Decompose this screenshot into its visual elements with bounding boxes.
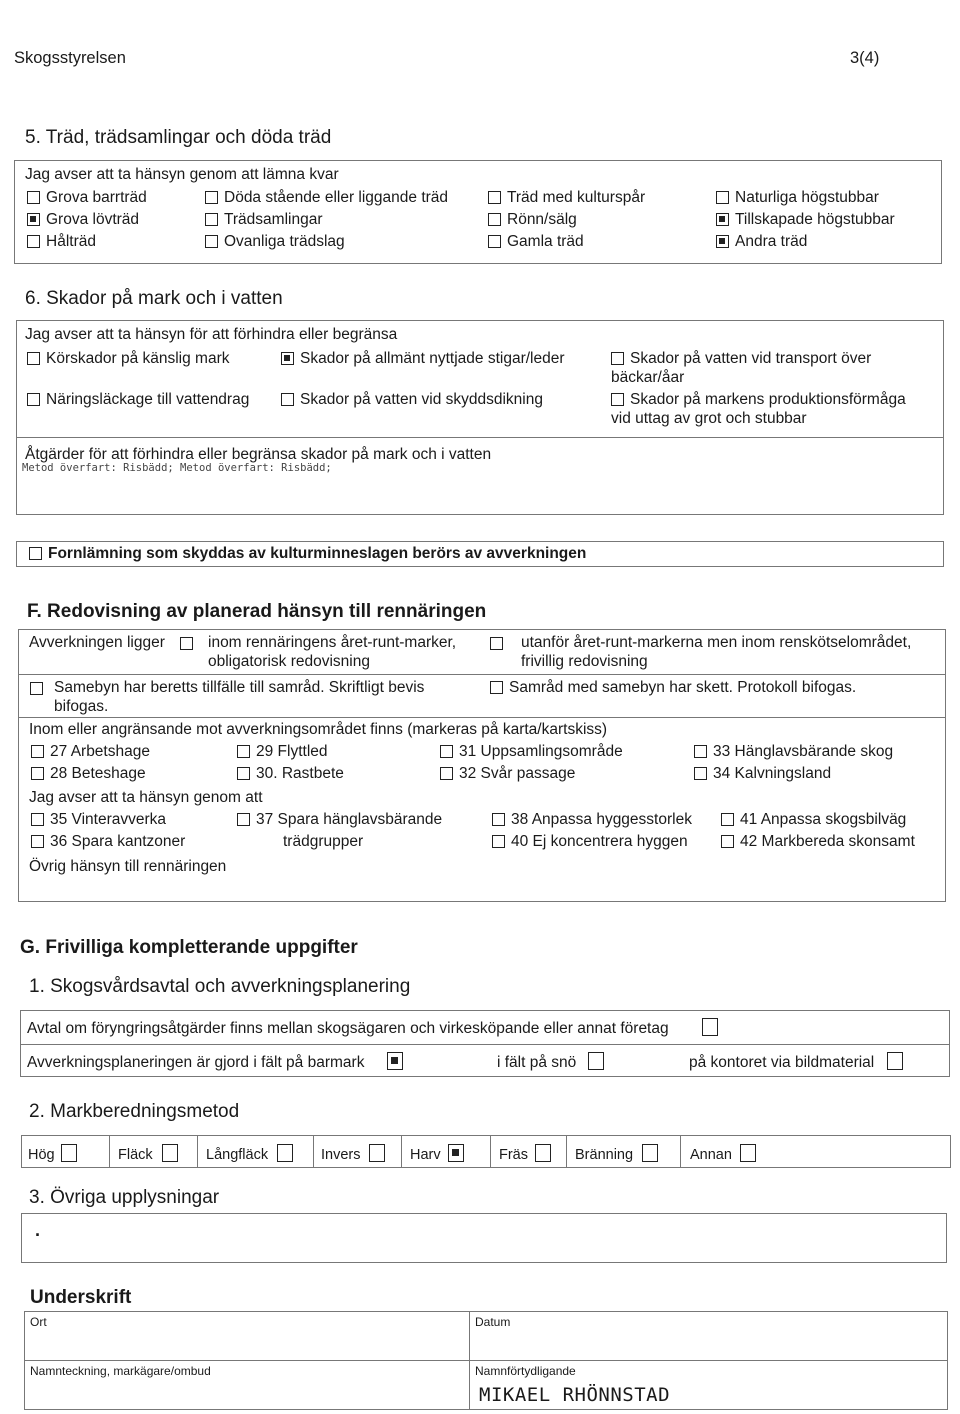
checkbox[interactable] xyxy=(721,835,734,848)
adj-option[interactable]: 32 Svår passage xyxy=(440,765,575,783)
hansyn-option[interactable]: 38 Anpassa hyggesstorlek xyxy=(492,811,692,829)
checkbox-avtal[interactable] xyxy=(702,1018,718,1036)
checkbox[interactable] xyxy=(716,191,729,204)
checkbox-method[interactable] xyxy=(535,1144,551,1162)
namnteckning-label: Namnteckning, markägare/ombud xyxy=(30,1364,211,1378)
divider xyxy=(109,1135,110,1168)
inom-line1: inom rennäringens året-runt-marker, xyxy=(208,634,457,651)
s5-option[interactable]: Träd med kulturspår xyxy=(488,189,645,207)
checkbox[interactable] xyxy=(27,393,40,406)
checkbox[interactable] xyxy=(611,352,624,365)
signature-title: Underskrift xyxy=(30,1287,132,1308)
checkbox[interactable] xyxy=(490,681,503,694)
checkbox[interactable] xyxy=(281,393,294,406)
method-label: Långfläck xyxy=(206,1147,269,1163)
section-f-title: F. Redovisning av planerad hänsyn till rennäringen xyxy=(27,601,487,622)
divider xyxy=(401,1135,402,1168)
checkbox-method[interactable] xyxy=(162,1144,178,1162)
ovrig-hansyn-label: Övrig hänsyn till rennäringen xyxy=(29,858,227,875)
sub1-title: 1. Skogsvårdsavtal och avverkningsplanering xyxy=(29,976,411,997)
hansyn-option-line2: trädgrupper xyxy=(283,833,364,850)
methods-box xyxy=(21,1135,951,1168)
divider xyxy=(197,1135,198,1168)
divider xyxy=(24,1360,948,1361)
checkbox[interactable] xyxy=(281,352,294,365)
hansyn-option[interactable]: 41 Anpassa skogsbilväg xyxy=(721,811,906,829)
checkbox[interactable] xyxy=(488,235,501,248)
checkbox[interactable] xyxy=(205,213,218,226)
agency-name: Skogsstyrelsen xyxy=(14,49,126,67)
plan-sno-label: i fält på snö xyxy=(497,1054,577,1071)
checkbox[interactable] xyxy=(31,835,44,848)
checkbox[interactable] xyxy=(237,767,250,780)
checkbox-method[interactable] xyxy=(61,1144,77,1162)
s5-option[interactable]: Tillskapade högstubbar xyxy=(716,211,895,229)
method-label: Hög xyxy=(28,1147,55,1163)
samebyn2-option[interactable]: Samråd med samebyn har skett. Protokoll bifogas. xyxy=(490,679,856,697)
divider xyxy=(680,1135,681,1168)
samebyn1-line1: Samebyn har beretts tillfälle till samråd. Skriftligt bevis xyxy=(54,679,425,696)
sub3-title: 3. Övriga upplysningar xyxy=(29,1187,220,1208)
utanfor-line2: frivillig redovisning xyxy=(521,653,648,670)
s6-option-line2: vid uttag av grot och stubbar xyxy=(611,410,807,427)
checkbox[interactable] xyxy=(492,813,505,826)
divider xyxy=(18,717,946,718)
ort-label: Ort xyxy=(30,1315,47,1329)
checkbox[interactable] xyxy=(27,191,40,204)
s5-option[interactable]: Gamla träd xyxy=(488,233,584,251)
checkbox[interactable] xyxy=(31,745,44,758)
checkbox[interactable] xyxy=(27,213,40,226)
method-label: Harv xyxy=(410,1147,441,1163)
namnfortydligande-value[interactable]: MIKAEL RHÖNNSTAD xyxy=(479,1384,671,1406)
divider xyxy=(469,1311,470,1410)
s5-option[interactable]: Ovanliga trädslag xyxy=(205,233,345,251)
divider xyxy=(313,1135,314,1168)
section-g-title: G. Frivilliga kompletterande uppgifter xyxy=(20,937,358,958)
s6-option[interactable]: Körskador på känslig mark xyxy=(27,350,230,368)
section-5-title: 5. Träd, trädsamlingar och döda träd xyxy=(25,127,332,148)
fornlamning-option[interactable]: Fornlämning som skyddas av kulturminneslagen berörs av avverkningen xyxy=(29,545,586,563)
ovriga-box xyxy=(21,1213,947,1263)
checkbox[interactable] xyxy=(440,745,453,758)
checkbox[interactable] xyxy=(31,813,44,826)
hansyn-option[interactable]: 36 Spara kantzoner xyxy=(31,833,185,851)
adj-option[interactable]: 30. Rastbete xyxy=(237,765,344,783)
checkbox-utanfor[interactable] xyxy=(490,637,503,650)
method-label: Fräs xyxy=(499,1147,528,1163)
checkbox[interactable] xyxy=(721,813,734,826)
utanfor-line1: utanför året-runt-markerna men inom renskötselområdet, xyxy=(521,634,912,651)
datum-label: Datum xyxy=(475,1315,511,1329)
s5-option[interactable]: Rönn/sälg xyxy=(488,211,577,229)
adj-option[interactable]: 33 Hänglavsbärande skog xyxy=(694,743,893,761)
section-6-title: 6. Skador på mark och i vatten xyxy=(25,288,283,309)
adj-option[interactable]: 31 Uppsamlingsområde xyxy=(440,743,623,761)
avtal-label: Avtal om föryngringsåtgärder finns mellan skogsägaren och virkesköpande eller annat företag xyxy=(27,1020,669,1037)
adj-option[interactable]: 28 Beteshage xyxy=(31,765,146,783)
adj-option[interactable]: 29 Flyttled xyxy=(237,743,328,761)
method-label: Annan xyxy=(690,1147,732,1163)
checkbox[interactable] xyxy=(440,767,453,780)
s5-option[interactable]: Naturliga högstubbar xyxy=(716,189,879,207)
measures-label: Åtgärder för att förhindra eller begränsa skador på mark och i vatten xyxy=(25,446,492,463)
checkbox[interactable] xyxy=(237,813,250,826)
method-label: Fläck xyxy=(118,1147,153,1163)
checkbox[interactable] xyxy=(31,767,44,780)
section-5-intro: Jag avser att ta hänsyn genom att lämna kvar xyxy=(25,166,339,183)
divider xyxy=(490,1135,491,1168)
adj-option[interactable]: 27 Arbetshage xyxy=(31,743,150,761)
checkbox-kontor[interactable] xyxy=(887,1052,903,1070)
namnfortydligande-label: Namnförtydligande xyxy=(475,1364,576,1378)
method-label: Invers xyxy=(321,1147,361,1163)
sub2-title: 2. Markberedningsmetod xyxy=(29,1101,240,1122)
adjacent-label: Inom eller angränsande mot avverkningsområdet finns (markeras på karta/kartskiss) xyxy=(29,721,608,738)
hansyn-option[interactable]: 35 Vinteravverka xyxy=(31,811,166,829)
checkbox[interactable] xyxy=(716,213,729,226)
checkbox[interactable] xyxy=(611,393,624,406)
checkbox-method[interactable] xyxy=(740,1144,756,1162)
ovriga-value[interactable]: . xyxy=(35,1220,41,1240)
s5-option[interactable]: Andra träd xyxy=(716,233,807,251)
checkbox-samebyn1[interactable] xyxy=(30,682,43,695)
inom-line2: obligatorisk redovisning xyxy=(208,653,370,670)
adj-option[interactable]: 34 Kalvningsland xyxy=(694,765,831,783)
divider xyxy=(18,674,946,675)
divider xyxy=(16,437,944,438)
s6-option[interactable]: Skador på markens produktionsförmåga xyxy=(611,391,906,409)
plan-kontor-label: på kontoret via bildmaterial xyxy=(689,1054,875,1071)
checkbox[interactable] xyxy=(237,745,250,758)
s6-option[interactable]: Skador på vatten vid transport över xyxy=(611,350,871,368)
checkbox-method[interactable] xyxy=(642,1144,658,1162)
measures-value[interactable]: Metod överfart: Risbädd; Metod överfart: Risbädd; xyxy=(22,462,332,474)
checkbox[interactable] xyxy=(205,191,218,204)
s6-option[interactable]: Skador på allmänt nyttjade stigar/leder xyxy=(281,350,565,368)
hansyn-option[interactable]: 37 Spara hänglavsbärande xyxy=(237,811,442,829)
s5-option[interactable]: Grova lövträd xyxy=(27,211,139,229)
checkbox[interactable] xyxy=(27,352,40,365)
avverkningen-label: Avverkningen ligger xyxy=(29,634,165,651)
s6-option[interactable]: Näringsläckage till vattendrag xyxy=(27,391,249,409)
hansyn-option[interactable]: 42 Markbereda skonsamt xyxy=(721,833,915,851)
planering-label: Avverkningsplaneringen är gjord i fält på barmark xyxy=(27,1054,365,1071)
checkbox-barmark[interactable] xyxy=(387,1052,403,1070)
checkbox[interactable] xyxy=(29,547,42,560)
method-label: Bränning xyxy=(575,1147,634,1163)
checkbox-inom[interactable] xyxy=(180,637,193,650)
divider xyxy=(20,1044,950,1045)
checkbox-sno[interactable] xyxy=(588,1052,604,1070)
checkbox[interactable] xyxy=(694,767,707,780)
checkbox[interactable] xyxy=(27,235,40,248)
checkbox[interactable] xyxy=(492,835,505,848)
s6-option[interactable]: Skador på vatten vid skyddsdikning xyxy=(281,391,543,409)
s5-option[interactable]: Trädsamlingar xyxy=(205,211,323,229)
checkbox[interactable] xyxy=(488,191,501,204)
s5-option[interactable]: Döda stående eller liggande träd xyxy=(205,189,448,207)
checkbox[interactable] xyxy=(488,213,501,226)
samebyn1-line2: bifogas. xyxy=(54,698,109,715)
s5-option[interactable]: Hålträd xyxy=(27,233,96,251)
page-number: 3(4) xyxy=(850,49,880,67)
hansyn-option[interactable]: 40 Ej koncentrera hyggen xyxy=(492,833,688,851)
checkbox-method[interactable] xyxy=(277,1144,293,1162)
divider xyxy=(566,1135,567,1168)
section-6-intro: Jag avser att ta hänsyn för att förhindra eller begränsa xyxy=(25,326,398,343)
checkbox-method[interactable] xyxy=(448,1144,464,1162)
checkbox[interactable] xyxy=(205,235,218,248)
s6-option-line2: bäckar/åar xyxy=(611,369,685,386)
checkbox[interactable] xyxy=(694,745,707,758)
s5-option[interactable]: Grova barrträd xyxy=(27,189,147,207)
checkbox[interactable] xyxy=(716,235,729,248)
checkbox-method[interactable] xyxy=(369,1144,385,1162)
hansyn-label: Jag avser att ta hänsyn genom att xyxy=(29,789,263,806)
